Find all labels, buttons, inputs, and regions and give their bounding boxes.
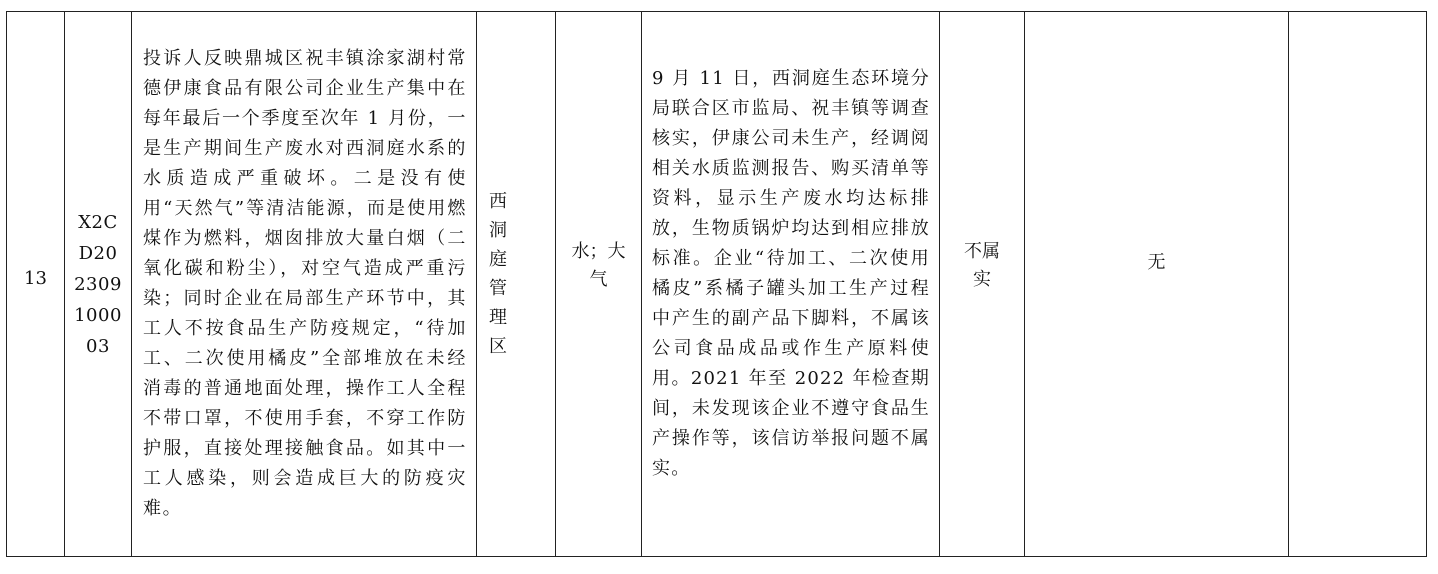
administrative-area-cell bbox=[477, 12, 556, 557]
remark-cell bbox=[1289, 12, 1427, 557]
case-code-cell bbox=[65, 12, 132, 557]
complaint-content: 投诉人反映鼎城区祝丰镇涂家湖村常德伊康食品有限公司企业生产集中在每年最后一个季度至次年 1 月份，一是生产期间生产废水对西洞庭水系的水质造成严重破坏。二是没有使用“天然气”等清洁能源，而是使用燃煤作为燃料，烟囱排放大量白烟（二氧化碳和粉尘），对空气造成严重污染；同时企业在局部生产环节中，其工人不按食品生产防疫规定，“待加工、二次使用橘皮”全部堆放在未经消毒的普通地面处理，操作工人全程不带口罩，不使用手套，不穿工作防护服，直接处理接触食品。如其中一工人感染，则会造成巨大的防疫灾难。 bbox=[143, 48, 467, 519]
row-number: 13 bbox=[24, 268, 47, 289]
row-number-cell bbox=[7, 12, 65, 557]
measures-cell bbox=[1025, 12, 1289, 557]
verdict-cell bbox=[940, 12, 1025, 557]
verdict: 不属实 bbox=[964, 241, 1000, 290]
pollution-type: 水；大气 bbox=[571, 241, 626, 290]
measures: 无 bbox=[1147, 252, 1166, 273]
complaint-content-cell bbox=[132, 12, 477, 557]
case-code: X2CD202309100003 bbox=[74, 211, 122, 357]
investigation-result: 9 月 11 日，西洞庭生态环境分局联合区市监局、祝丰镇等调查核实，伊康公司未生产，经调阅相关水质监测报告、购买清单等资料，显示生产废水均达标排放，生物质锅炉均达到相应排放标准。企业“待加工、二次使用橘皮”系橘子罐头加工生产过程中产生的副产品下脚料，不属该公司食品成品或作生产原料使用。2021 年至 2022 年检查期间，未发现该企业不遵守食品生产操作等，该信访举报问题不属实。 bbox=[652, 68, 930, 479]
investigation-result-cell bbox=[642, 12, 940, 557]
table-row bbox=[7, 12, 1427, 557]
administrative-area: 西洞庭管理区 bbox=[489, 191, 525, 357]
pollution-type-cell bbox=[556, 12, 642, 557]
complaint-table bbox=[6, 11, 1427, 557]
